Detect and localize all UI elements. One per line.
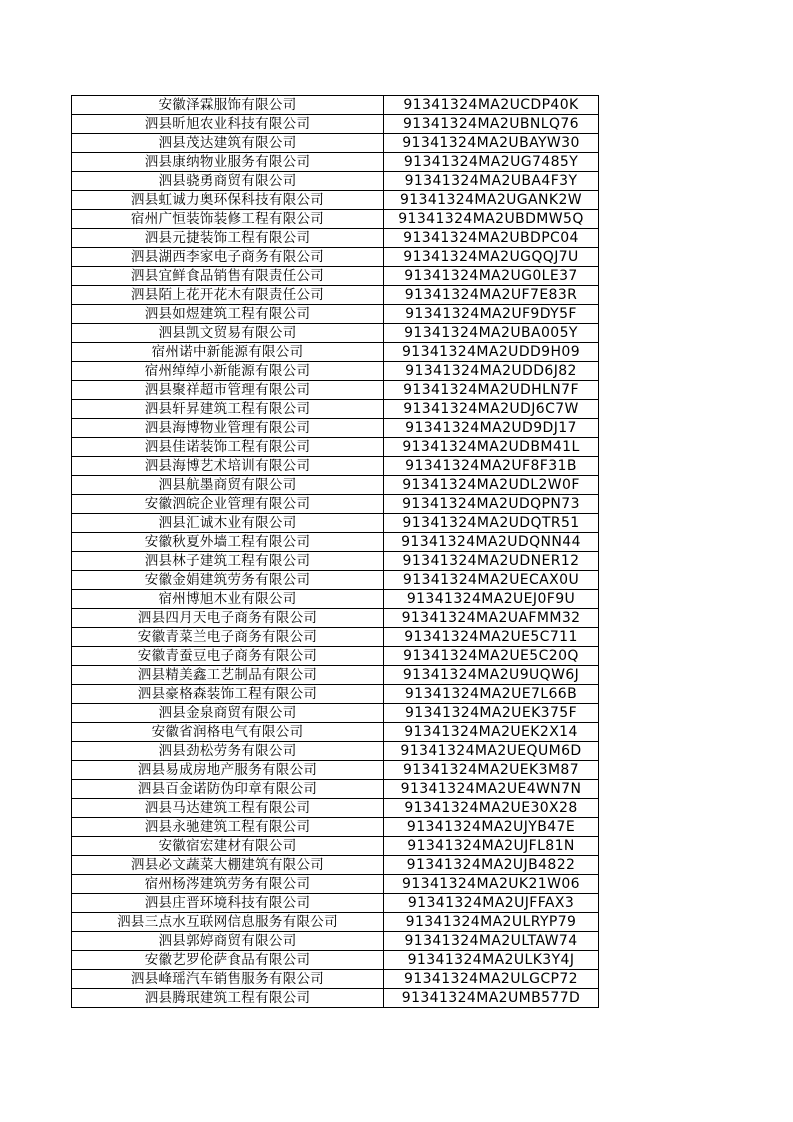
credit-code-cell: 91341324MA2UDD9H09 [384, 343, 599, 362]
credit-code-cell: 91341324MA2UF9DY5F [384, 305, 599, 324]
table-row [72, 951, 599, 970]
company-name-cell: 泗县虹诚力奥环保科技有限公司 [72, 191, 384, 210]
table-row [72, 267, 599, 286]
table-row [72, 153, 599, 172]
credit-code-cell: 91341324MA2UJFFAX3 [384, 894, 599, 913]
company-name-cell: 安徽省润格电气有限公司 [72, 723, 384, 742]
company-name-cell: 泗县湖西李家电子商务有限公司 [72, 248, 384, 267]
table-row [72, 628, 599, 647]
company-name-cell: 泗县必文蔬菜大棚建筑有限公司 [72, 856, 384, 875]
company-name-cell: 泗县永驰建筑工程有限公司 [72, 818, 384, 837]
credit-code-cell: 91341324MA2UDL2W0F [384, 476, 599, 495]
table-row [72, 324, 599, 343]
credit-code-cell: 91341324MA2UG0LE37 [384, 267, 599, 286]
credit-code-cell: 91341324MA2UECAX0U [384, 571, 599, 590]
table-row [72, 286, 599, 305]
company-name-cell: 泗县金泉商贸有限公司 [72, 704, 384, 723]
table-row [72, 609, 599, 628]
table-row [72, 419, 599, 438]
credit-code-cell: 91341324MA2U9UQW6J [384, 666, 599, 685]
company-name-cell: 宿州诺中新能源有限公司 [72, 343, 384, 362]
company-name-cell: 泗县豪格森装饰工程有限公司 [72, 685, 384, 704]
table-row [72, 856, 599, 875]
table-row [72, 457, 599, 476]
table-row [72, 172, 599, 191]
table-row [72, 191, 599, 210]
company-name-cell: 泗县马达建筑工程有限公司 [72, 799, 384, 818]
company-name-cell: 泗县峰瑶汽车销售服务有限公司 [72, 970, 384, 989]
company-name-cell: 泗县宜鲜食品销售有限责任公司 [72, 267, 384, 286]
credit-code-cell: 91341324MA2UEK375F [384, 704, 599, 723]
company-name-cell: 泗县元捷装饰工程有限公司 [72, 229, 384, 248]
credit-code-cell: 91341324MA2UBAYW30 [384, 134, 599, 153]
credit-code-cell: 91341324MA2UDBM41L [384, 438, 599, 457]
credit-code-cell: 91341324MA2UE30X28 [384, 799, 599, 818]
credit-code-cell: 91341324MA2UAFMM32 [384, 609, 599, 628]
credit-code-cell: 91341324MA2UCDP40K [384, 96, 599, 115]
company-name-cell: 安徽金娟建筑劳务有限公司 [72, 571, 384, 590]
credit-code-cell: 91341324MA2UEJ0F9U [384, 590, 599, 609]
table-row [72, 989, 599, 1008]
company-name-cell: 泗县三点水互联网信息服务有限公司 [72, 913, 384, 932]
credit-code-cell: 91341324MA2UG7485Y [384, 153, 599, 172]
credit-code-cell: 91341324MA2UBDMW5Q [384, 210, 599, 229]
company-name-cell: 宿州广恒装饰装修工程有限公司 [72, 210, 384, 229]
table-row [72, 875, 599, 894]
table-row [72, 305, 599, 324]
company-name-cell: 安徽泽霖服饰有限公司 [72, 96, 384, 115]
company-name-cell: 泗县郭婷商贸有限公司 [72, 932, 384, 951]
credit-code-cell: 91341324MA2UE4WN7N [384, 780, 599, 799]
table-body [72, 96, 599, 1008]
table-row [72, 799, 599, 818]
table-row [72, 343, 599, 362]
credit-code-cell: 91341324MA2UDNER12 [384, 552, 599, 571]
table-row [72, 96, 599, 115]
credit-code-cell: 91341324MA2UDJ6C7W [384, 400, 599, 419]
table-row [72, 666, 599, 685]
credit-code-cell: 91341324MA2UEK2X14 [384, 723, 599, 742]
credit-code-cell: 91341324MA2ULGCP72 [384, 970, 599, 989]
table-row [72, 438, 599, 457]
company-name-cell: 泗县佳诺装饰工程有限公司 [72, 438, 384, 457]
company-name-cell: 安徽泗皖企业管理有限公司 [72, 495, 384, 514]
credit-code-cell: 91341324MA2UGQQJ7U [384, 248, 599, 267]
credit-code-cell: 91341324MA2ULRYP79 [384, 913, 599, 932]
table-row [72, 514, 599, 533]
company-name-cell: 泗县航墨商贸有限公司 [72, 476, 384, 495]
company-name-cell: 宿州绰绰小新能源有限公司 [72, 362, 384, 381]
credit-code-cell: 91341324MA2UD9DJ17 [384, 419, 599, 438]
table-row [72, 495, 599, 514]
company-name-cell: 宿州博旭木业有限公司 [72, 590, 384, 609]
credit-code-cell: 91341324MA2UDHLN7F [384, 381, 599, 400]
company-name-cell: 泗县腾珉建筑工程有限公司 [72, 989, 384, 1008]
company-name-cell: 泗县汇诚木业有限公司 [72, 514, 384, 533]
credit-code-cell: 91341324MA2UJYB47E [384, 818, 599, 837]
credit-code-cell: 91341324MA2UBA4F3Y [384, 172, 599, 191]
credit-code-cell: 91341324MA2UK21W06 [384, 875, 599, 894]
table-row [72, 533, 599, 552]
credit-code-cell: 91341324MA2UDQNN44 [384, 533, 599, 552]
credit-code-cell: 91341324MA2UDD6J82 [384, 362, 599, 381]
table-row [72, 742, 599, 761]
company-name-cell: 泗县海博物业管理有限公司 [72, 419, 384, 438]
credit-code-cell: 91341324MA2ULTAW74 [384, 932, 599, 951]
table-row [72, 685, 599, 704]
credit-code-cell: 91341324MA2UE5C20Q [384, 647, 599, 666]
company-name-cell: 泗县骁勇商贸有限公司 [72, 172, 384, 191]
company-name-cell: 泗县如煜建筑工程有限公司 [72, 305, 384, 324]
company-name-cell: 安徽青蚕豆电子商务有限公司 [72, 647, 384, 666]
company-name-cell: 泗县轩昇建筑工程有限公司 [72, 400, 384, 419]
table-row [72, 837, 599, 856]
table-row [72, 932, 599, 951]
credit-code-cell: 91341324MA2UMB577D [384, 989, 599, 1008]
credit-code-cell: 91341324MA2UEK3M87 [384, 761, 599, 780]
table-row [72, 362, 599, 381]
table-row [72, 761, 599, 780]
table-row [72, 248, 599, 267]
credit-code-cell: 91341324MA2UDQPN73 [384, 495, 599, 514]
credit-code-cell: 91341324MA2UEQUM6D [384, 742, 599, 761]
credit-code-cell: 91341324MA2UE7L66B [384, 685, 599, 704]
credit-code-cell: 91341324MA2UBDPC04 [384, 229, 599, 248]
company-name-cell: 泗县康纳物业服务有限公司 [72, 153, 384, 172]
credit-code-cell: 91341324MA2UJB4822 [384, 856, 599, 875]
company-name-cell: 泗县林子建筑工程有限公司 [72, 552, 384, 571]
table-row [72, 476, 599, 495]
table-row [72, 381, 599, 400]
table-row [72, 552, 599, 571]
company-name-cell: 泗县百金诺防伪印章有限公司 [72, 780, 384, 799]
company-name-cell: 泗县四月天电子商务有限公司 [72, 609, 384, 628]
table-row [72, 229, 599, 248]
company-name-cell: 泗县庄晋环境科技有限公司 [72, 894, 384, 913]
table-row [72, 723, 599, 742]
table-row [72, 134, 599, 153]
table-row [72, 913, 599, 932]
table-row [72, 647, 599, 666]
table-row [72, 780, 599, 799]
credit-code-cell: 91341324MA2UDQTR51 [384, 514, 599, 533]
company-name-cell: 安徽秋夏外墙工程有限公司 [72, 533, 384, 552]
table-row [72, 210, 599, 229]
company-name-cell: 泗县易成房地产服务有限公司 [72, 761, 384, 780]
credit-code-cell: 91341324MA2ULK3Y4J [384, 951, 599, 970]
table-row [72, 818, 599, 837]
company-registry-table [71, 95, 599, 1008]
credit-code-cell: 91341324MA2UJFL81N [384, 837, 599, 856]
company-name-cell: 泗县昕旭农业科技有限公司 [72, 115, 384, 134]
credit-code-cell: 91341324MA2UF8F31B [384, 457, 599, 476]
table-row [72, 970, 599, 989]
credit-code-cell: 91341324MA2UE5C711 [384, 628, 599, 647]
company-name-cell: 泗县海博艺术培训有限公司 [72, 457, 384, 476]
table-row [72, 400, 599, 419]
company-name-cell: 安徽宿宏建材有限公司 [72, 837, 384, 856]
company-name-cell: 泗县凯文贸易有限公司 [72, 324, 384, 343]
table-row [72, 115, 599, 134]
company-name-cell: 安徽青菜兰电子商务有限公司 [72, 628, 384, 647]
company-name-cell: 泗县聚祥超市管理有限公司 [72, 381, 384, 400]
company-name-cell: 宿州杨涔建筑劳务有限公司 [72, 875, 384, 894]
credit-code-cell: 91341324MA2UGANK2W [384, 191, 599, 210]
table-row [72, 571, 599, 590]
table-row [72, 894, 599, 913]
company-name-cell: 安徽艺罗伦萨食品有限公司 [72, 951, 384, 970]
company-name-cell: 泗县茂达建筑有限公司 [72, 134, 384, 153]
credit-code-cell: 91341324MA2UBNLQ76 [384, 115, 599, 134]
company-name-cell: 泗县陌上花开花木有限责任公司 [72, 286, 384, 305]
table-row [72, 590, 599, 609]
credit-code-cell: 91341324MA2UBA005Y [384, 324, 599, 343]
company-name-cell: 泗县精美鑫工艺制品有限公司 [72, 666, 384, 685]
credit-code-cell: 91341324MA2UF7E83R [384, 286, 599, 305]
table-row [72, 704, 599, 723]
company-name-cell: 泗县劲松劳务有限公司 [72, 742, 384, 761]
